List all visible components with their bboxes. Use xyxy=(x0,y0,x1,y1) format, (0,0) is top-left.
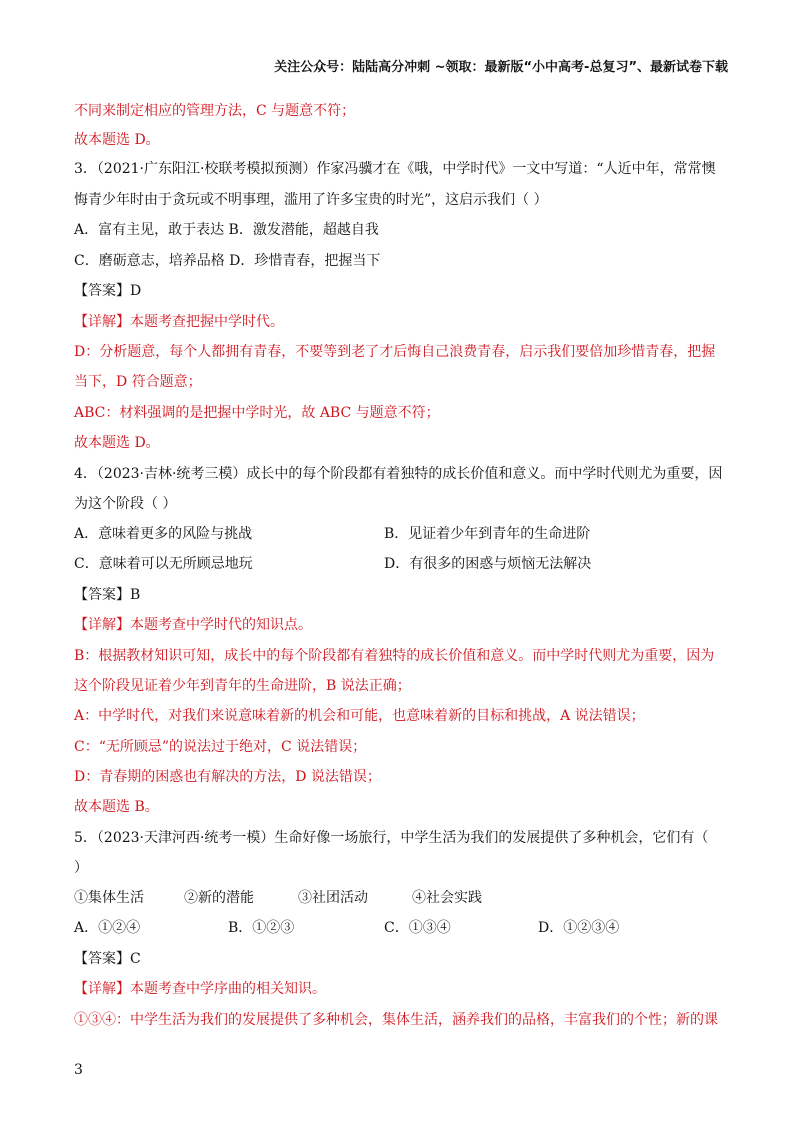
q5-item: ①集体生活 xyxy=(74,890,144,906)
q5-item: ②新的潜能 xyxy=(184,890,254,906)
detail-text: 本题考查把握中学时代。 xyxy=(130,314,284,330)
answer-value: C xyxy=(130,951,141,967)
q5-stem-line-2: ） xyxy=(74,860,88,876)
q5-option-a: A．①②④ xyxy=(74,920,141,936)
q4-option-c: C．意味着可以无所顾忌地玩 xyxy=(74,556,253,572)
q4-conclusion: 故本题选 B。 xyxy=(74,799,159,815)
q5-option-d: D．①②③④ xyxy=(538,920,620,936)
prev-explanation-line: 不同来制定相应的管理方法，C 与题意不符； xyxy=(74,103,356,119)
q3-explanation-line: 当下，D 符合题意； xyxy=(74,374,202,390)
q3-detail xyxy=(74,312,284,332)
q4-option-b: B．见证着少年到青年的生命进阶 xyxy=(384,526,591,542)
q4-stem-line-2: 为这个阶段（ ） xyxy=(74,496,177,512)
q4-answer xyxy=(74,585,140,605)
q4-explanation-line: 这个阶段见证着少年到青年的生命进阶，B 说法正确； xyxy=(74,678,411,694)
q4-option-d: D．有很多的困惑与烦恼无法解决 xyxy=(384,556,592,572)
detail-tag: 【详解】 xyxy=(74,981,130,997)
page-number: 3 xyxy=(74,1062,83,1078)
page-header: 关注公众号：陆陆高分冲刺 ~领取：最新版“小中高考-总复习”、最新试卷下载 xyxy=(274,60,728,75)
answer-value: B xyxy=(130,587,141,603)
q5-item: ③社团活动 xyxy=(298,890,368,906)
q4-explanation-line: D：青春期的困惑也有解决的方法，D 说法错误； xyxy=(74,769,381,785)
detail-text: 本题考查中学时代的知识点。 xyxy=(130,617,312,633)
q5-option-c: C．①③④ xyxy=(384,920,451,936)
q3-explanation-line: D：分析题意，每个人都拥有青春，不要等到老了才后悔自己浪费青春，启示我们要倍加珍惜青春，把握 xyxy=(74,344,716,360)
q5-option-b: B．①②③ xyxy=(228,920,295,936)
q5-detail xyxy=(74,979,326,999)
detail-text: 本题考查中学序曲的相关知识。 xyxy=(130,981,326,997)
prev-conclusion: 故本题选 D。 xyxy=(74,132,160,148)
q3-stem-line-2: 悔青少年时由于贪玩或不明事理，滥用了许多宝贵的时光”，这启示我们（ ） xyxy=(74,192,548,208)
q3-options-ab: A．富有主见，敢于表达 B．激发潜能，超越自我 xyxy=(74,222,379,238)
detail-tag: 【详解】 xyxy=(74,314,130,330)
q3-explanation-line: ABC：材料强调的是把握中学时光，故 ABC 与题意不符； xyxy=(74,405,440,421)
answer-tag: 【答案】 xyxy=(74,951,130,967)
q5-stem-line-1: 5．（2023·天津河西·统考一模）生命好像一场旅行，中学生活为我们的发展提供了多种机会，它们有（ xyxy=(74,830,709,846)
q4-stem-line-1: 4．（2023·吉林·统考三模）成长中的每个阶段都有着独特的成长价值和意义。而中学时代则尤为重要，因 xyxy=(74,466,723,482)
answer-tag: 【答案】 xyxy=(74,283,130,299)
q3-options-cd: C．磨砺意志，培养品格 D．珍惜青春，把握当下 xyxy=(74,253,381,269)
q4-explanation-line: A：中学时代，对我们来说意味着新的机会和可能，也意味着新的目标和挑战，A 说法错误； xyxy=(74,708,645,724)
q3-answer xyxy=(74,281,141,301)
answer-value: D xyxy=(130,283,142,299)
q4-option-a: A．意味着更多的风险与挑战 xyxy=(74,526,253,542)
q4-detail xyxy=(74,615,312,635)
q5-answer xyxy=(74,949,141,969)
q3-conclusion: 故本题选 D。 xyxy=(74,435,160,451)
q4-explanation-line: B：根据教材知识可知，成长中的每个阶段都有着独特的成长价值和意义。而中学时代则尤为重要，因为 xyxy=(74,648,715,664)
q5-explanation-line: ①③④：中学生活为我们的发展提供了多种机会，集体生活，涵养我们的品格，丰富我们的个性；新的课 xyxy=(74,1012,718,1028)
q4-explanation-line: C：“无所顾忌”的说法过于绝对，C 说法错误； xyxy=(74,739,367,755)
answer-tag: 【答案】 xyxy=(74,587,130,603)
q3-stem-line-1: 3．（2021·广东阳江·校联考模拟预测）作家冯骥才在《哦，中学时代》一文中写道：“人近中年，常常懊 xyxy=(74,161,716,177)
detail-tag: 【详解】 xyxy=(74,617,130,633)
q5-item: ④社会实践 xyxy=(412,890,482,906)
